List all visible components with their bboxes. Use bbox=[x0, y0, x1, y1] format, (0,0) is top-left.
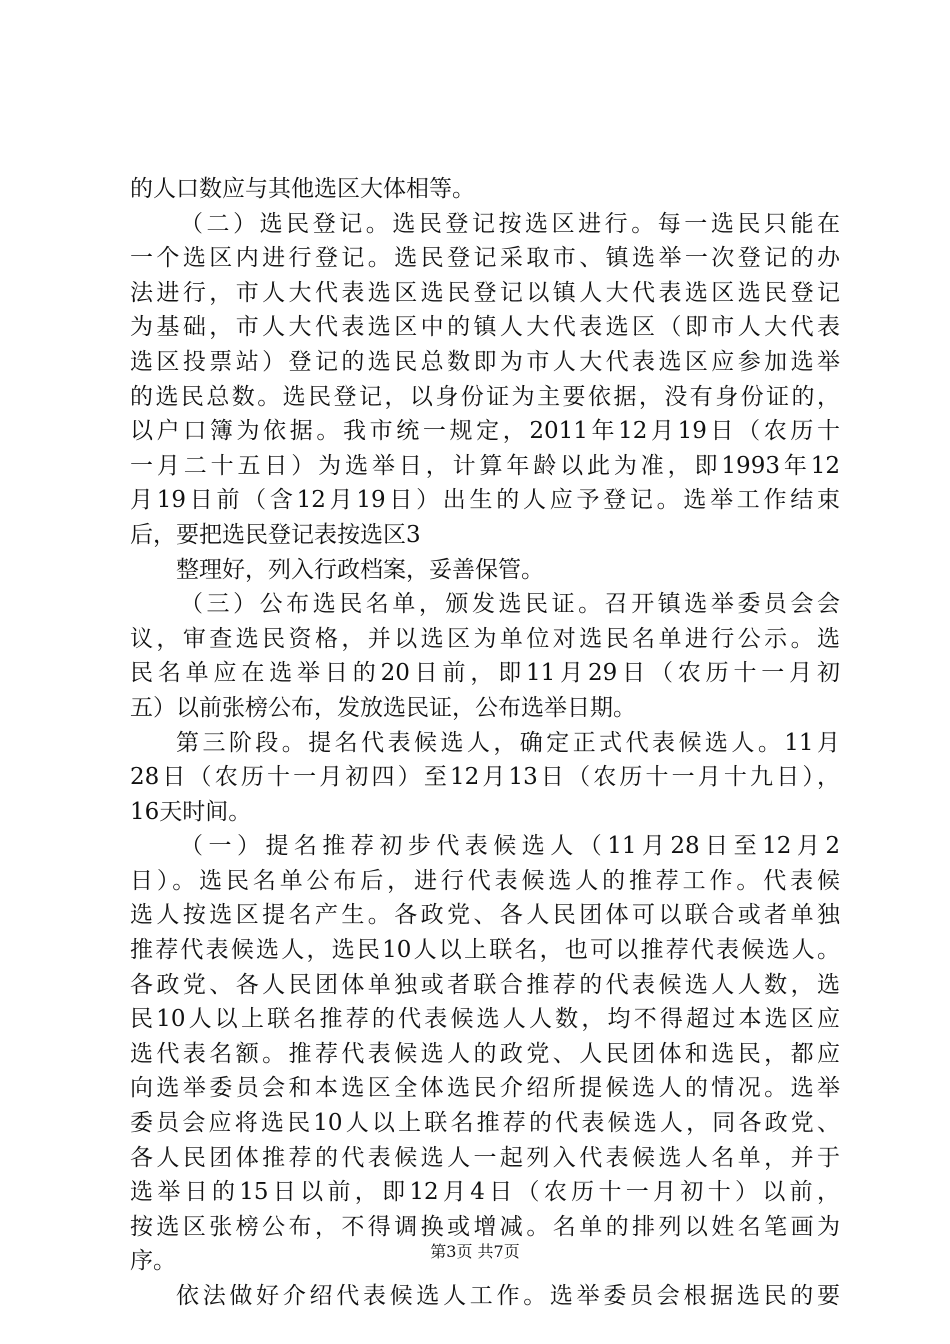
text-line: （三）公布选民名单，颁发选民证。召开镇选举委员会会 bbox=[180, 591, 840, 618]
text-line: 法进行，市人大代表选区选民登记以镇人大代表选区选民登记 bbox=[130, 279, 840, 306]
text-line: 委员会应将选民10人以上联名推荐的代表候选人，同各政党、 bbox=[130, 1110, 840, 1137]
text-line: 28日（农历十一月初四）至12月13日（农历十一月十九日）， bbox=[130, 764, 840, 791]
text-line: 民10人以上联名推荐的代表候选人人数，均不得超过本选区应 bbox=[130, 1006, 840, 1033]
text-line: 选举日的15日以前，即12月4日（农历十一月初十）以前， bbox=[130, 1179, 840, 1206]
text-line: 一月二十五日）为选举日，计算年龄以此为准，即1993年12 bbox=[130, 452, 840, 479]
text-line: 为基础，市人大代表选区中的镇人大代表选区（即市人大代表 bbox=[130, 314, 840, 341]
text-line: 议，审查选民资格，并以选区为单位对选民名单进行公示。选 bbox=[130, 625, 840, 652]
text-line: 一个选区内进行登记。选民登记采取市、镇选举一次登记的办 bbox=[130, 245, 840, 272]
text-line: 各人民团体推荐的代表候选人一起列入代表候选人名单，并于 bbox=[130, 1144, 840, 1171]
text-line: （二）选民登记。选民登记按选区进行。每一选民只能在 bbox=[180, 210, 840, 237]
text-line: 向选举委员会和本选区全体选民介绍所提候选人的情况。选举 bbox=[130, 1075, 840, 1102]
text-line: 的选民总数。选民登记，以身份证为主要依据，没有身份证的， bbox=[130, 383, 840, 410]
text-line: 推荐代表候选人，选民10人以上联名，也可以推荐代表候选人。 bbox=[130, 937, 840, 964]
text-line: 后，要把选民登记表按选区3 bbox=[130, 521, 421, 548]
text-line: 依法做好介绍代表候选人工作。选举委员会根据选民的要 bbox=[176, 1283, 840, 1309]
text-line: 16天时间。 bbox=[130, 798, 252, 825]
text-line: 序。 bbox=[130, 1248, 176, 1275]
document-body bbox=[130, 172, 840, 1314]
text-line: 选人按选区提名产生。各政党、各人民团体可以联合或者单独 bbox=[130, 902, 840, 929]
text-line: 月19日前（含12月19日）出生的人应予登记。选举工作结束 bbox=[130, 487, 840, 514]
text-line: 选代表名额。推荐代表候选人的政党、人民团体和选民，都应 bbox=[130, 1040, 840, 1067]
text-line: 民名单应在选举日的20日前，即11月29日（农历十一月初 bbox=[130, 660, 840, 687]
text-line: 以户口簿为依据。我市统一规定，2011年12月19日（农历十 bbox=[130, 418, 840, 445]
text-line: 五）以前张榜公布，发放选民证，公布选举日期。 bbox=[130, 694, 636, 721]
text-line: （一）提名推荐初步代表候选人（11月28日至12月2 bbox=[180, 833, 840, 860]
text-line: 的人口数应与其他选区大体相等。 bbox=[130, 176, 475, 202]
text-line: 按选区张榜公布，不得调换或增减。名单的排列以姓名笔画为 bbox=[130, 1213, 840, 1240]
text-line: 各政党、各人民团体单独或者联合推荐的代表候选人人数，选 bbox=[130, 971, 840, 998]
text-line: 日）。选民名单公布后，进行代表候选人的推荐工作。代表候 bbox=[130, 867, 840, 894]
text-line: 整理好，列入行政档案，妥善保管。 bbox=[176, 556, 544, 583]
page-footer: 第3页 共7页 bbox=[430, 1242, 520, 1261]
text-line: 选区投票站）登记的选民总数即为市人大代表选区应参加选举 bbox=[130, 348, 840, 375]
text-line: 第三阶段。提名代表候选人，确定正式代表候选人。11月 bbox=[176, 729, 840, 756]
